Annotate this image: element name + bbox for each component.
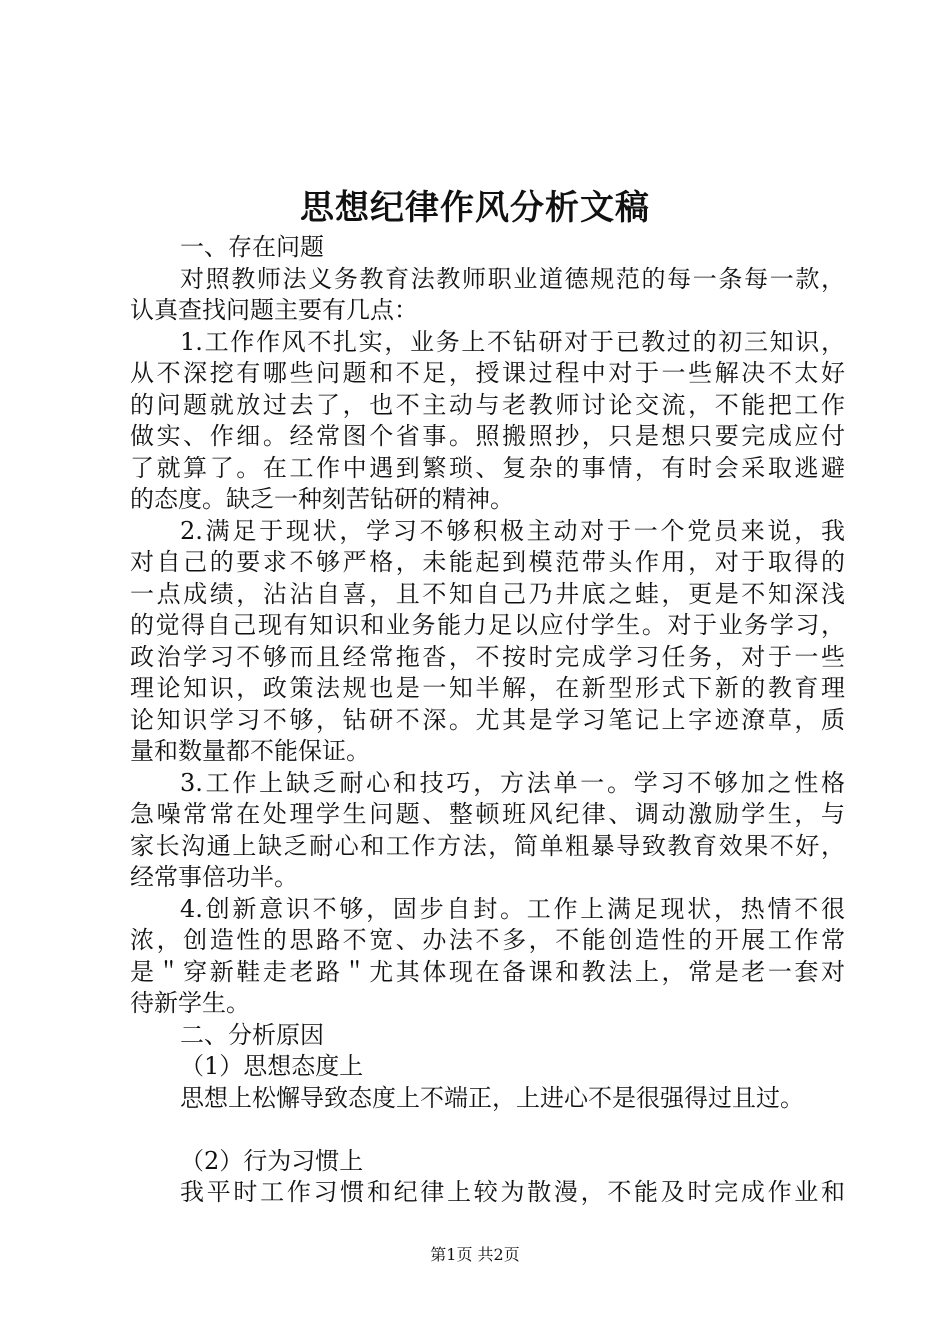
text-line: 政治学习不够而且经常拖沓，不按时完成学习任务，对于一些 bbox=[130, 642, 845, 671]
text-line: 急噪常常在处理学生问题、整顿班风纪律、调动激励学生，与 bbox=[130, 800, 845, 828]
text-line: 做实、作细。经常图个省事。照搬照抄，只是想只要完成应付 bbox=[130, 422, 845, 450]
text-line: 3.工作上缺乏耐心和技巧，方法单一。学习不够加之性格 bbox=[180, 768, 845, 797]
text-line: 理论知识，政策法规也是一知半解，在新型形式下新的教育理 bbox=[130, 674, 845, 702]
document-title: 思想纪律作风分析文稿 bbox=[300, 188, 650, 228]
page-footer: 第1页 共2页 bbox=[430, 1245, 520, 1264]
text-line: 量和数量都不能保证。 bbox=[130, 737, 370, 765]
text-line: 待新学生。 bbox=[130, 989, 250, 1017]
text-line: （2）行为习惯上 bbox=[180, 1146, 364, 1175]
text-line: 对照教师法义务教育法教师职业道德规范的每一条每一款， bbox=[180, 264, 845, 293]
text-line: 2.满足于现状，学习不够积极主动对于一个党员来说，我 bbox=[180, 516, 845, 545]
document-body bbox=[130, 232, 845, 1209]
text-line: 了就算了。在工作中遇到繁琐、复杂的事情，有时会采取逃避 bbox=[130, 453, 845, 482]
text-line: 二、分析原因 bbox=[180, 1020, 324, 1049]
text-line: 思想上松懈导致态度上不端正，上进心不是很强得过且过。 bbox=[180, 1083, 804, 1112]
text-line: 的问题就放过去了，也不主动与老教师讨论交流，不能把工作 bbox=[130, 390, 845, 419]
text-line: 4.创新意识不够，固步自封。工作上满足现状，热情不很 bbox=[180, 894, 845, 923]
text-line: 一点成绩，沾沾自喜，且不知自己乃井底之蛙，更是不知深浅 bbox=[130, 579, 845, 608]
text-line: 家长沟通上缺乏耐心和工作方法，简单粗暴导致教育效果不好， bbox=[130, 831, 845, 860]
text-line: 认真查找问题主要有几点： bbox=[130, 296, 418, 324]
text-line: 1.工作作风不扎实，业务上不钻研对于已教过的初三知识， bbox=[180, 327, 845, 356]
text-line: （1）思想态度上 bbox=[180, 1052, 364, 1080]
text-line: 是＂穿新鞋走老路＂尤其体现在备课和教法上，常是老一套对 bbox=[130, 957, 845, 986]
text-line: 从不深挖有哪些问题和不足，授课过程中对于一些解决不太好 bbox=[130, 359, 845, 387]
text-line: 我平时工作习惯和纪律上较为散漫，不能及时完成作业和 bbox=[180, 1178, 845, 1206]
text-line: 论知识学习不够，钻研不深。尤其是学习笔记上字迹潦草，质 bbox=[130, 705, 845, 734]
text-line: 经常事倍功半。 bbox=[130, 863, 298, 891]
text-line: 的觉得自己现有知识和业务能力足以应付学生。对于业务学习， bbox=[130, 611, 845, 639]
paragraph-gap bbox=[130, 1114, 845, 1146]
text-line: 的态度。缺乏一种刻苦钻研的精神。 bbox=[130, 485, 514, 513]
text-line: 浓，创造性的思路不宽、办法不多，不能创造性的开展工作常 bbox=[130, 926, 845, 954]
text-line: 一、存在问题 bbox=[180, 233, 324, 261]
text-line: 对自己的要求不够严格，未能起到模范带头作用，对于取得的 bbox=[130, 548, 845, 576]
